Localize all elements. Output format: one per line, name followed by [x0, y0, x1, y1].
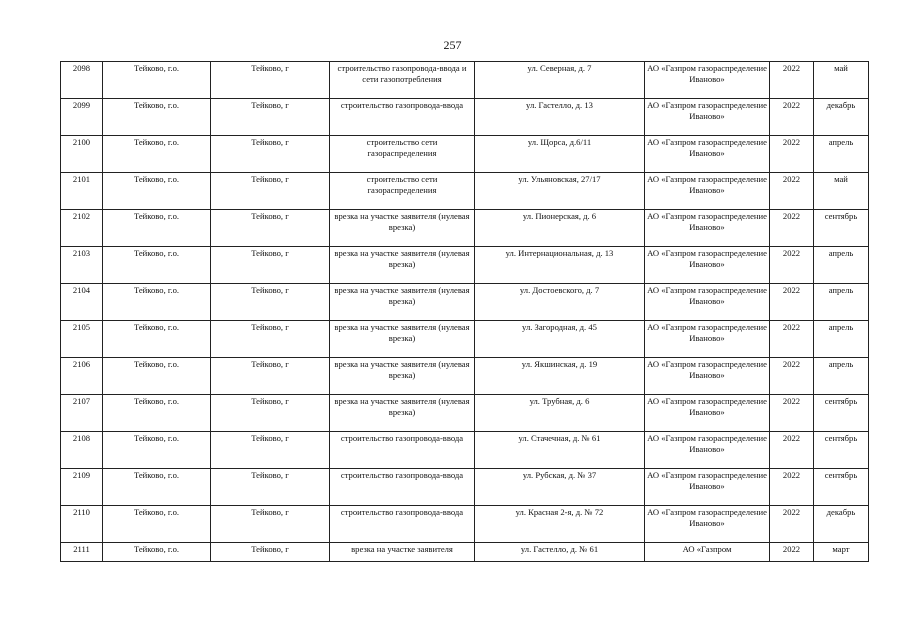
settlement-cell: Тейково, г — [211, 62, 330, 99]
year-cell: 2022 — [770, 395, 814, 432]
district-cell: Тейково, г.о. — [103, 543, 211, 562]
work-type-cell: строительство сети газораспределения — [330, 136, 475, 173]
month-cell: апрель — [814, 247, 869, 284]
row-number-cell: 2098 — [61, 62, 103, 99]
organization-cell: АО «Газпром газораспределение Иваново» — [645, 358, 770, 395]
row-number-cell: 2106 — [61, 358, 103, 395]
table-row — [61, 136, 869, 173]
settlement-cell: Тейково, г — [211, 395, 330, 432]
month-cell: апрель — [814, 321, 869, 358]
year-cell: 2022 — [770, 210, 814, 247]
table-row — [61, 321, 869, 358]
month-cell: декабрь — [814, 99, 869, 136]
table-row — [61, 506, 869, 543]
row-number-cell: 2111 — [61, 543, 103, 562]
settlement-cell: Тейково, г — [211, 99, 330, 136]
year-cell: 2022 — [770, 543, 814, 562]
district-cell: Тейково, г.о. — [103, 284, 211, 321]
organization-cell: АО «Газпром газораспределение Иваново» — [645, 210, 770, 247]
row-number-cell: 2109 — [61, 469, 103, 506]
month-cell: май — [814, 62, 869, 99]
row-number-cell: 2102 — [61, 210, 103, 247]
work-type-cell: строительство газопровода-ввода — [330, 506, 475, 543]
page-number: 257 — [443, 38, 462, 52]
settlement-cell: Тейково, г — [211, 136, 330, 173]
table-row — [61, 284, 869, 321]
organization-cell: АО «Газпром газораспределение Иваново» — [645, 136, 770, 173]
year-cell: 2022 — [770, 506, 814, 543]
address-cell: ул. Пионерская, д. 6 — [475, 210, 645, 247]
row-number-cell: 2103 — [61, 247, 103, 284]
district-cell: Тейково, г.о. — [103, 136, 211, 173]
district-cell: Тейково, г.о. — [103, 469, 211, 506]
work-type-cell: врезка на участке заявителя (нулевая врезка) — [330, 358, 475, 395]
address-cell: ул. Интернациональная, д. 13 — [475, 247, 645, 284]
month-cell: апрель — [814, 358, 869, 395]
address-cell: ул. Гастелло, д. 13 — [475, 99, 645, 136]
month-cell: апрель — [814, 284, 869, 321]
organization-cell: АО «Газпром газораспределение Иваново» — [645, 247, 770, 284]
table-row — [61, 99, 869, 136]
year-cell: 2022 — [770, 136, 814, 173]
year-cell: 2022 — [770, 358, 814, 395]
row-number-cell: 2105 — [61, 321, 103, 358]
work-type-cell: врезка на участке заявителя (нулевая врезка) — [330, 284, 475, 321]
address-cell: ул. Якшинская, д. 19 — [475, 358, 645, 395]
address-cell: ул. Рубская, д. № 37 — [475, 469, 645, 506]
address-cell: ул. Трубная, д. 6 — [475, 395, 645, 432]
row-number-cell: 2108 — [61, 432, 103, 469]
address-cell: ул. Ульяновская, 27/17 — [475, 173, 645, 210]
month-cell: декабрь — [814, 506, 869, 543]
settlement-cell: Тейково, г — [211, 173, 330, 210]
work-type-cell: строительство газопровода-ввода и сети газопотребления — [330, 62, 475, 99]
address-cell: ул. Красная 2-я, д. № 72 — [475, 506, 645, 543]
organization-cell: АО «Газпром газораспределение Иваново» — [645, 506, 770, 543]
address-cell: ул. Достоевского, д. 7 — [475, 284, 645, 321]
row-number-cell: 2110 — [61, 506, 103, 543]
work-type-cell: врезка на участке заявителя (нулевая врезка) — [330, 321, 475, 358]
work-type-cell: строительство сети газораспределения — [330, 173, 475, 210]
organization-cell: АО «Газпром газораспределение Иваново» — [645, 469, 770, 506]
year-cell: 2022 — [770, 469, 814, 506]
table-row — [61, 173, 869, 210]
settlement-cell: Тейково, г — [211, 432, 330, 469]
settlement-cell: Тейково, г — [211, 284, 330, 321]
month-cell: май — [814, 173, 869, 210]
organization-cell: АО «Газпром газораспределение Иваново» — [645, 395, 770, 432]
district-cell: Тейково, г.о. — [103, 358, 211, 395]
table-row — [61, 247, 869, 284]
organization-cell: АО «Газпром газораспределение Иваново» — [645, 284, 770, 321]
table-row — [61, 395, 869, 432]
month-cell: сентябрь — [814, 210, 869, 247]
settlement-cell: Тейково, г — [211, 469, 330, 506]
year-cell: 2022 — [770, 247, 814, 284]
district-cell: Тейково, г.о. — [103, 506, 211, 543]
table-row — [61, 432, 869, 469]
district-cell: Тейково, г.о. — [103, 99, 211, 136]
table-row — [61, 358, 869, 395]
work-type-cell: строительство газопровода-ввода — [330, 469, 475, 506]
year-cell: 2022 — [770, 432, 814, 469]
district-cell: Тейково, г.о. — [103, 173, 211, 210]
year-cell: 2022 — [770, 99, 814, 136]
settlement-cell: Тейково, г — [211, 210, 330, 247]
organization-cell: АО «Газпром газораспределение Иваново» — [645, 173, 770, 210]
district-cell: Тейково, г.о. — [103, 395, 211, 432]
row-number-cell: 2107 — [61, 395, 103, 432]
district-cell: Тейково, г.о. — [103, 432, 211, 469]
year-cell: 2022 — [770, 173, 814, 210]
schedule-table — [60, 61, 869, 562]
month-cell: апрель — [814, 136, 869, 173]
organization-cell: АО «Газпром газораспределение Иваново» — [645, 432, 770, 469]
year-cell: 2022 — [770, 284, 814, 321]
settlement-cell: Тейково, г — [211, 358, 330, 395]
month-cell: март — [814, 543, 869, 562]
organization-cell: АО «Газпром газораспределение Иваново» — [645, 321, 770, 358]
district-cell: Тейково, г.о. — [103, 62, 211, 99]
district-cell: Тейково, г.о. — [103, 321, 211, 358]
month-cell: сентябрь — [814, 469, 869, 506]
work-type-cell: строительство газопровода-ввода — [330, 432, 475, 469]
row-number-cell: 2100 — [61, 136, 103, 173]
month-cell: сентябрь — [814, 432, 869, 469]
work-type-cell: врезка на участке заявителя — [330, 543, 475, 562]
work-type-cell: врезка на участке заявителя (нулевая врезка) — [330, 210, 475, 247]
settlement-cell: Тейково, г — [211, 506, 330, 543]
table-row — [61, 543, 869, 562]
organization-cell: АО «Газпром газораспределение Иваново» — [645, 99, 770, 136]
district-cell: Тейково, г.о. — [103, 247, 211, 284]
organization-cell: АО «Газпром газораспределение Иваново» — [645, 62, 770, 99]
address-cell: ул. Гастелло, д. № 61 — [475, 543, 645, 562]
settlement-cell: Тейково, г — [211, 321, 330, 358]
work-type-cell: врезка на участке заявителя (нулевая врезка) — [330, 395, 475, 432]
table-row — [61, 469, 869, 506]
address-cell: ул. Загородная, д. 45 — [475, 321, 645, 358]
organization-cell: АО «Газпром — [645, 543, 770, 562]
address-cell: ул. Северная, д. 7 — [475, 62, 645, 99]
settlement-cell: Тейково, г — [211, 543, 330, 562]
year-cell: 2022 — [770, 321, 814, 358]
district-cell: Тейково, г.о. — [103, 210, 211, 247]
year-cell: 2022 — [770, 62, 814, 99]
work-type-cell: строительство газопровода-ввода — [330, 99, 475, 136]
table-row — [61, 210, 869, 247]
row-number-cell: 2101 — [61, 173, 103, 210]
row-number-cell: 2099 — [61, 99, 103, 136]
month-cell: сентябрь — [814, 395, 869, 432]
table-row — [61, 62, 869, 99]
work-type-cell: врезка на участке заявителя (нулевая врезка) — [330, 247, 475, 284]
settlement-cell: Тейково, г — [211, 247, 330, 284]
address-cell: ул. Щорса, д.6/11 — [475, 136, 645, 173]
address-cell: ул. Стачечная, д. № 61 — [475, 432, 645, 469]
row-number-cell: 2104 — [61, 284, 103, 321]
